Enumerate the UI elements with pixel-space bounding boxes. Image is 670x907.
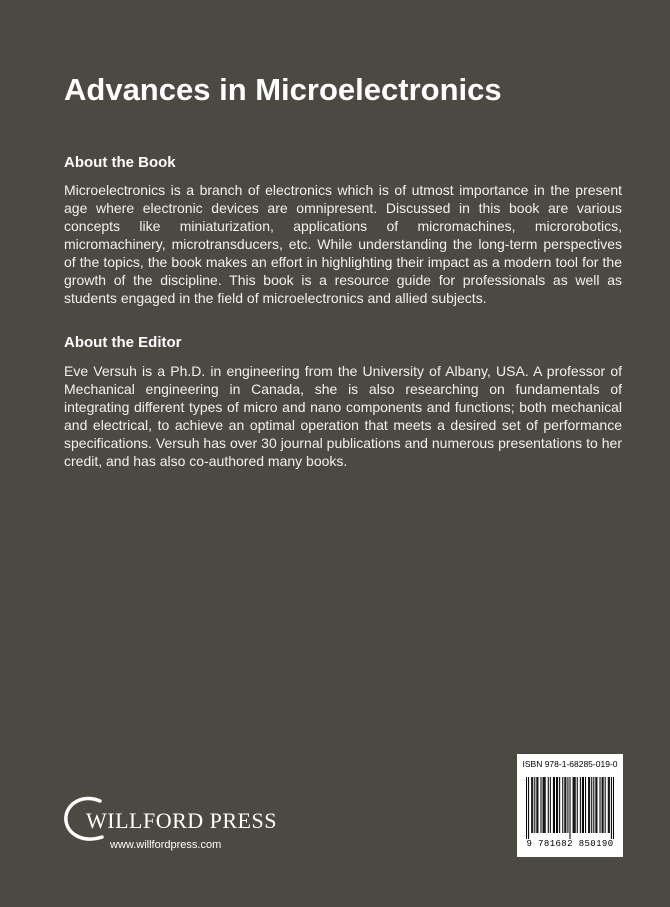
barcode-bar xyxy=(557,777,558,833)
about-editor-heading: About the Editor xyxy=(64,334,182,351)
barcode-bar xyxy=(600,777,601,833)
barcode-bar xyxy=(605,777,606,833)
barcode-bar xyxy=(544,777,545,833)
barcode-bar xyxy=(580,777,581,833)
barcode-bar xyxy=(534,777,535,833)
barcode-bar xyxy=(559,777,560,833)
barcode-bar xyxy=(582,777,583,833)
barcode-bar xyxy=(573,777,574,833)
barcode-bar xyxy=(528,777,529,839)
barcode-bar xyxy=(577,777,578,833)
barcode-bar xyxy=(562,777,563,833)
barcode-bar xyxy=(596,777,597,833)
barcode-bar xyxy=(583,777,584,833)
publisher-name: WILLFORD PRESS xyxy=(86,808,277,833)
barcode-bar xyxy=(531,777,532,833)
barcode-bar xyxy=(585,777,586,833)
barcode-bar xyxy=(611,777,612,839)
barcode-bar xyxy=(550,777,551,833)
barcode-bar xyxy=(603,777,604,833)
isbn-label: ISBN 978-1-68285-019-0 xyxy=(522,759,618,769)
barcode-bar xyxy=(574,777,575,833)
barcode-bar xyxy=(588,777,589,833)
barcode-bar xyxy=(602,777,603,833)
barcode-bar xyxy=(567,777,568,833)
about-editor-text: Eve Versuh is a Ph.D. in engineering from the University of Albany, USA. A professor of Mechanical engineering in Canada, she is also researching on fundamentals of integrating different types of micro and nano components and functions; both mechanical and electrical, to achieve an optimal operation that meets a desired set of performance specifications. Versuh has over 30 journal publications and numerous presentations to her credit, and has also co-authored many books. xyxy=(64,363,622,469)
barcode-bar xyxy=(526,777,527,839)
barcode-bar xyxy=(537,777,538,833)
barcode-bar xyxy=(553,777,554,833)
barcode-bar xyxy=(613,777,614,839)
barcode-bar xyxy=(554,777,555,833)
barcode-bar xyxy=(564,777,565,833)
barcode-bar xyxy=(532,777,533,833)
barcode-bar xyxy=(543,777,544,833)
barcode-image xyxy=(526,777,614,839)
barcode-digits: 9 781682 850190 xyxy=(526,839,614,849)
barcode-bar xyxy=(609,777,610,833)
barcode-bar xyxy=(589,777,590,833)
barcode-bar xyxy=(536,777,537,833)
barcode-box xyxy=(517,754,623,857)
barcode-bar xyxy=(540,777,541,833)
barcode-bar xyxy=(569,777,570,839)
barcode-bar xyxy=(556,777,557,833)
barcode-bar xyxy=(595,777,596,833)
barcode-bar xyxy=(545,777,546,833)
publisher-logo xyxy=(62,795,277,855)
barcode-bar xyxy=(591,777,592,833)
book-title: Advances in Microelectronics xyxy=(64,72,502,107)
barcode-bar xyxy=(593,777,594,833)
publisher-url: www.willfordpress.com xyxy=(110,839,222,851)
barcode-bar xyxy=(575,777,576,833)
barcode-bar xyxy=(608,777,609,833)
about-book-text: Microelectronics is a branch of electronics which is of utmost importance in the present age where electronic devices are omnipresent. Discussed in this book are various concepts like miniaturization, applications of micromachines, microrobotics, micromachinery, microtransducers, etc. While understanding the long-term perspectives of the topics, the book makes an effort in highlighting their impact as a modern tool for the growth of the discipline. This book is a resource guide for professionals as well as students engaged in the field of microelectronics and allied subjects. xyxy=(64,182,622,306)
barcode-bar xyxy=(548,777,549,833)
barcode-bar xyxy=(565,777,566,833)
about-book-heading: About the Book xyxy=(64,154,176,171)
